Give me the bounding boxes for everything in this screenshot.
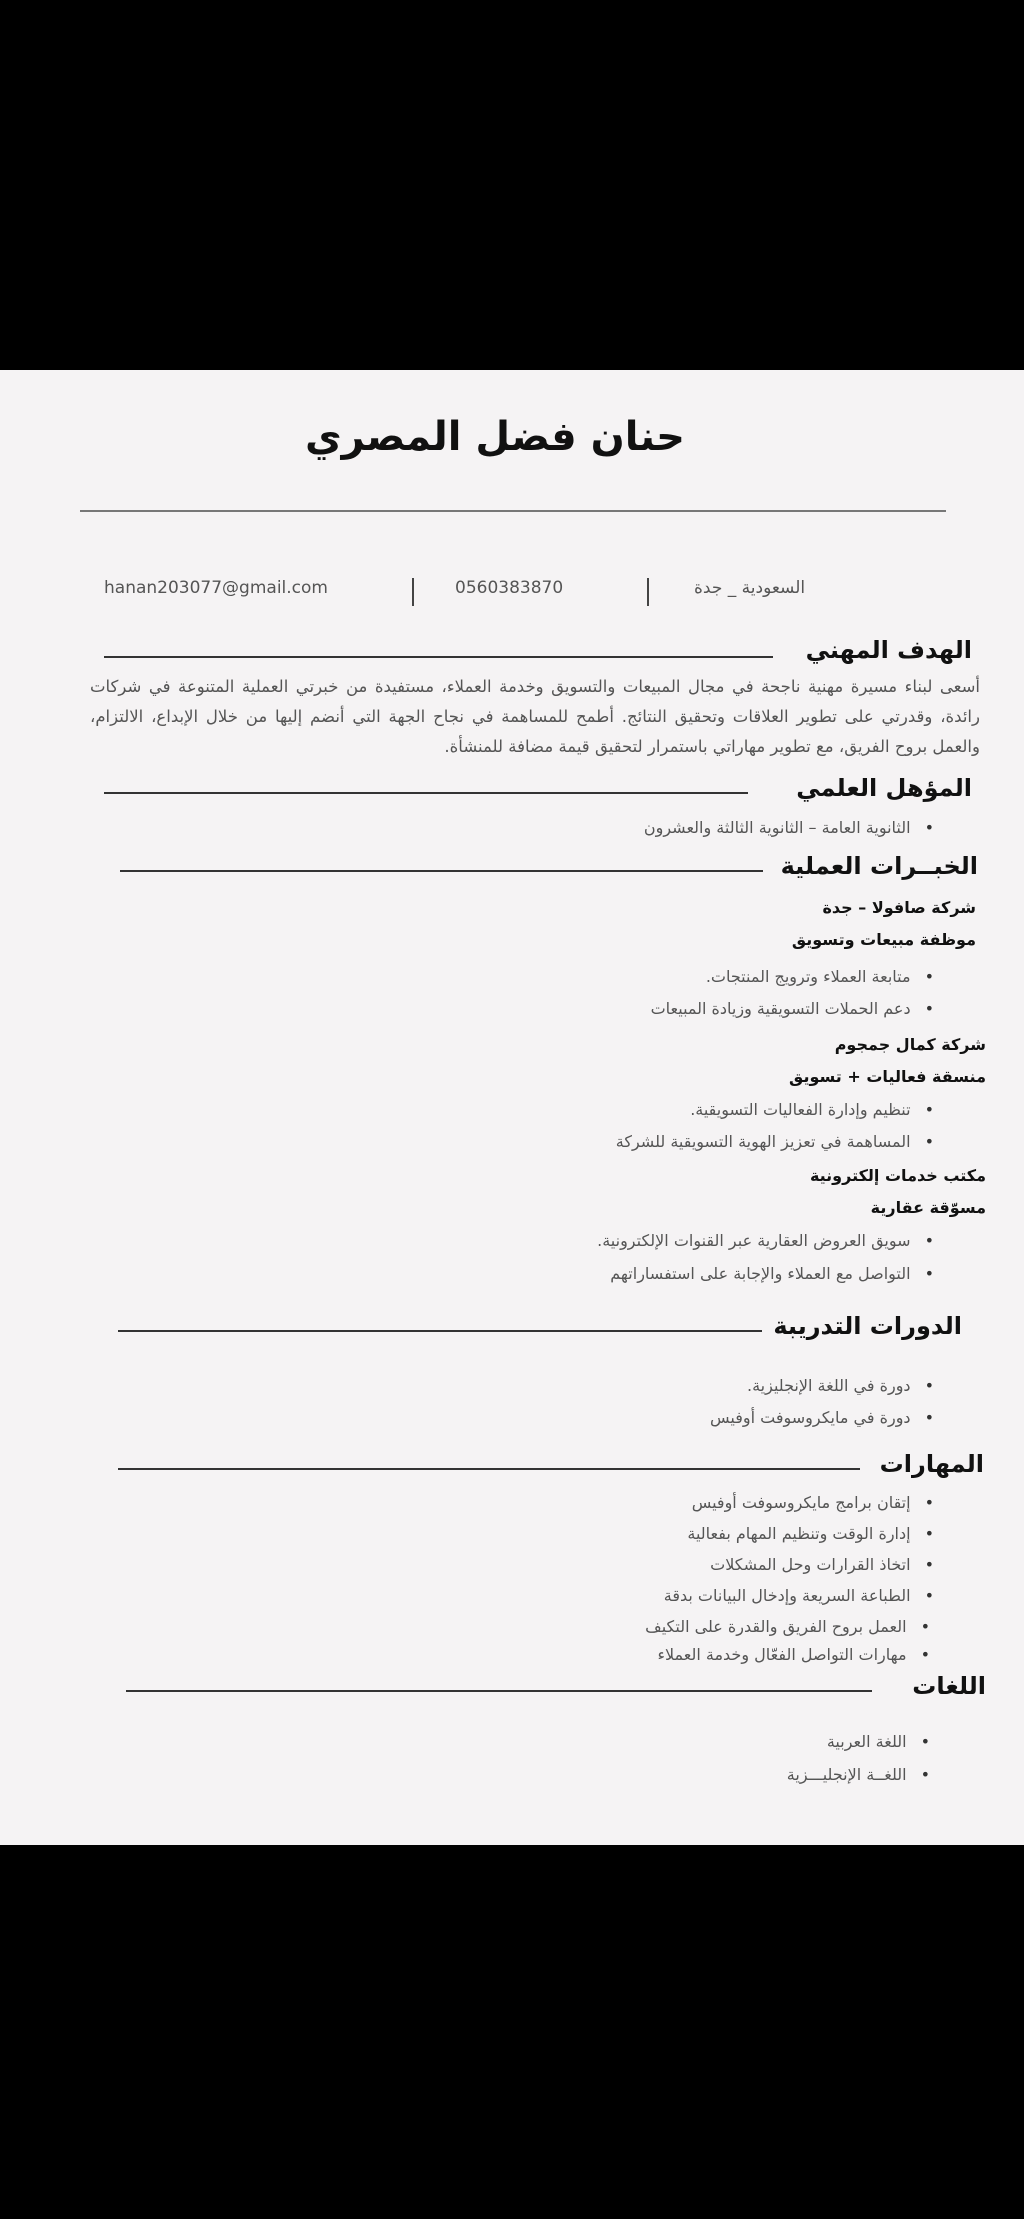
job-title: منسقة فعاليات + تسويق (789, 1067, 986, 1086)
languages-heading: اللغات (912, 1672, 986, 1700)
company: مكتب خدمات إلكترونية (809, 1166, 986, 1185)
list-item: • إتقان برامج مايكروسوفت أوفيس (692, 1493, 934, 1512)
email: hanan203077@gmail.com (104, 578, 328, 598)
job-title: مسوّقة عقارية (870, 1198, 986, 1217)
experience-heading: الخبــرات العملية (780, 852, 978, 880)
list-item: • دورة في اللغة الإنجليزية. (747, 1376, 934, 1395)
person-name: حنان فضل المصري (305, 414, 685, 460)
job-title: موظفة مبيعات وتسويق (791, 930, 976, 949)
divider (104, 656, 773, 658)
list-item: • مهارات التواصل الفعّال وخدمة العملاء (657, 1645, 930, 1664)
list-item: • متابعة العملاء وترويج المنتجات. (706, 967, 934, 986)
resume-page (0, 370, 1024, 1845)
divider (118, 1330, 762, 1332)
divider (647, 578, 649, 606)
list-item: • اتخاذ القرارات وحل المشكلات (710, 1555, 934, 1574)
skills-heading: المهارات (879, 1450, 984, 1478)
company: شركة صافولا – جدة (822, 898, 976, 917)
location: السعودية _ جدة (694, 578, 806, 598)
list-item: • الثانوية العامة – الثانوية الثالثة والعشرون (644, 818, 934, 837)
list-item: • دورة في مايكروسوفت أوفيس (710, 1408, 934, 1427)
divider (118, 1468, 860, 1470)
list-item: • اللغــة الإنجليـــزية (787, 1765, 930, 1784)
list-item: • المساهمة في تعزيز الهوية التسويقية للشركة (616, 1132, 934, 1151)
list-item: • سويق العروض العقارية عبر القنوات الإلكترونية. (597, 1231, 934, 1250)
divider (120, 870, 763, 872)
list-item: • الطباعة السريعة وإدخال البيانات بدقة (664, 1586, 934, 1605)
list-item: • العمل بروح الفريق والقدرة على التكيف (645, 1617, 930, 1636)
objective-text: أسعى لبناء مسيرة مهنية ناجحة في مجال المبيعات والتسويق وخدمة العملاء، مستفيدة من خبرتي العملية المتنوعة في شركات رائدة، وقدرتي على تطوير العلاقات وتحقيق النتائج. أطمح للمساهمة في نجاح الجهة التي أنضم إليها من خلال الإبداع، الالتزام، والعمل بروح الفريق، مع تطوير مهاراتي باستمرار لتحقيق قيمة مضافة للمنشأة. (90, 677, 980, 756)
divider (126, 1690, 872, 1692)
company: شركة كمال جمجوم (834, 1035, 986, 1054)
divider (412, 578, 414, 606)
courses-heading: الدورات التدريبة (773, 1312, 962, 1340)
divider (104, 792, 748, 794)
list-item: • دعم الحملات التسويقية وزيادة المبيعات (651, 999, 934, 1018)
divider (80, 510, 946, 512)
list-item: • اللغة العربية (827, 1732, 930, 1751)
phone: 0560383870 (455, 578, 564, 598)
objective-heading: الهدف المهني (805, 636, 972, 664)
education-heading: المؤهل العلمي (796, 774, 972, 802)
list-item: • إدارة الوقت وتنظيم المهام بفعالية (687, 1524, 934, 1543)
list-item: • التواصل مع العملاء والإجابة على استفساراتهم (610, 1264, 934, 1283)
list-item: • تنظيم وإدارة الفعاليات التسويقية. (690, 1100, 934, 1119)
